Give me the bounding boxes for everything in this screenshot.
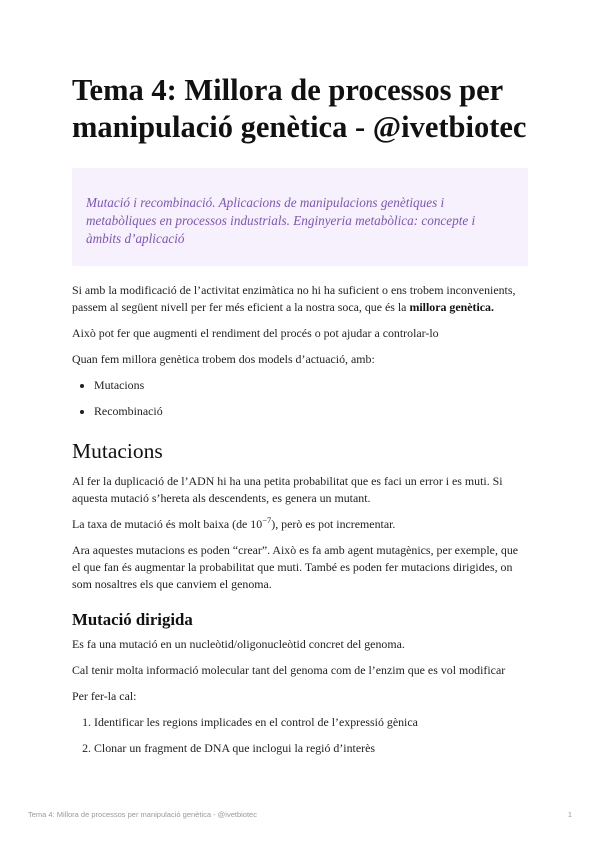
dirigida-paragraph-3: Per fer-la cal: xyxy=(72,689,137,703)
document-page xyxy=(72,72,528,769)
summary-callout xyxy=(72,168,528,266)
intro-paragraph-3: Quan fem millora genètica trobem dos models d’actuació, amb: xyxy=(72,352,375,366)
dirigida-paragraph-1: Es fa una mutació en un nucleòtid/oligonucleòtid concret del genoma. xyxy=(72,637,405,651)
footer-title: Tema 4: Millora de processos per manipulació genètica - @ivetbiotec xyxy=(28,810,257,819)
mutacions-paragraph-2-before: La taxa de mutació és molt baixa (de 10 xyxy=(72,517,263,531)
intro-paragraph-2: Això pot fer que augmenti el rendiment del procés o pot ajudar a controlar-lo xyxy=(72,326,439,340)
list-item: 2. Clonar un fragment de DNA que inclogui la regió d’interès xyxy=(94,740,528,757)
section-heading-mutacions: Mutacions xyxy=(72,439,163,463)
intro-paragraph-1 xyxy=(72,282,528,316)
steps-list xyxy=(72,714,528,757)
exponent: −7 xyxy=(262,515,272,525)
list-item: 1. Identificar les regions implicades en el control de l’expressió gènica xyxy=(94,714,528,731)
models-list xyxy=(72,377,528,420)
list-item: • Mutacions xyxy=(94,377,528,394)
intro-paragraph-1-text: Si amb la modificació de l’activitat enzimàtica no hi ha suficient o ens trobem inconvenients, passem al següent nivell per fer més eficient a la nostra soca, que és la xyxy=(72,283,516,314)
mutacions-paragraph-2-after: ), però es pot incrementar. xyxy=(271,517,396,531)
mutacions-paragraph-2 xyxy=(72,516,528,533)
callout-text: Mutació i recombinació. Aplicacions de manipulacions genètiques i metabòliques en processos industrials. Enginyeria metabòlica: concepte i àmbits d’aplicació xyxy=(86,195,476,246)
document-title: Tema 4: Millora de processos per manipulació genètica - @ivetbiotec xyxy=(72,73,527,144)
mutacions-paragraph-1: Al fer la duplicació de l’ADN hi ha una petita probabilitat que es faci un error i es muti. Si aquesta mutació s’hereta als descendents, es genera un mutant. xyxy=(72,474,503,505)
intro-paragraph-1-bold: millora genètica. xyxy=(409,300,494,314)
section-heading-mutacio-dirigida: Mutació dirigida xyxy=(72,610,193,629)
mutacions-paragraph-3: Ara aquestes mutacions es poden “crear”. Això es fa amb agent mutagènics, per exemple, que el que fan és augmentar la probabilitat que muti. També es poden fer mutacions dirigides, on som nosaltres els que canviem el genoma. xyxy=(72,543,519,591)
page-number: 1 xyxy=(567,810,572,819)
dirigida-paragraph-2: Cal tenir molta informació molecular tant del genoma com de l’enzim que es vol modificar xyxy=(72,663,506,677)
list-item: • Recombinació xyxy=(94,403,528,420)
page-footer xyxy=(28,810,572,819)
